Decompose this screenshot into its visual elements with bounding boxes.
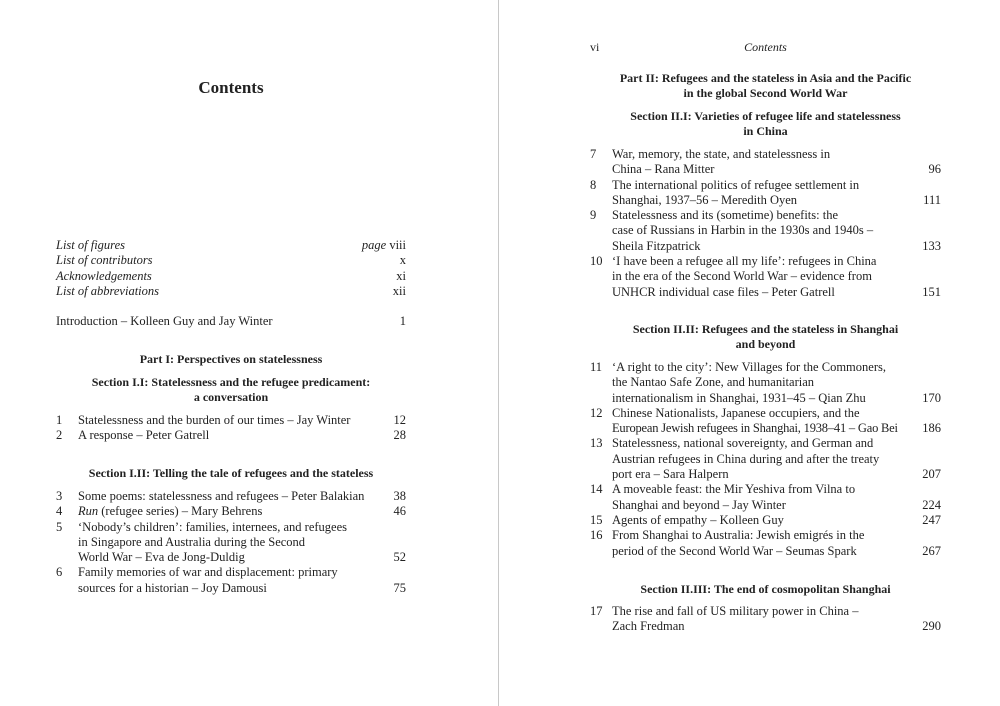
- front-matter-list: [56, 238, 406, 299]
- page-title: Contents: [198, 78, 264, 97]
- front-matter-item[interactable]: List of contributors x: [56, 253, 406, 268]
- page-number: vi: [590, 40, 600, 54]
- toc-entry[interactable]: 9 Statelessness and its (sometime) benefits: the case of Russians in Harbin in the 1930s and 1940s – Sheila Fitzpatrick 133: [590, 208, 941, 253]
- front-matter-item[interactable]: Acknowledgements xi: [56, 268, 406, 283]
- left-page: [56, 0, 406, 706]
- right-page: [590, 0, 941, 706]
- toc-entry[interactable]: 17 The rise and fall of US military power in China – Zach Fredman 290: [590, 604, 941, 634]
- toc-entry[interactable]: 14 A moveable feast: the Mir Yeshiva from Vilna to Shanghai and beyond – Jay Winter 224: [590, 482, 941, 512]
- toc-entry[interactable]: 8 The international politics of refugee settlement in Shanghai, 1937–56 – Meredith Oyen 111: [590, 177, 941, 207]
- toc-entry[interactable]: 5 ‘Nobody’s children’: families, internees, and refugees in Singapore and Australia during the Second World War – Eva de Jong-Duldig 52: [56, 519, 406, 565]
- toc-entry[interactable]: 13 Statelessness, national sovereignty, and German and Austrian refugees in China during and after the treaty port era – Sara Halpern 207: [590, 436, 941, 482]
- front-matter-item[interactable]: List of figures page viii: [56, 238, 406, 252]
- section-entries: [56, 489, 406, 596]
- section-entries: [56, 413, 406, 444]
- part-heading: Part I: Perspectives on statelessness: [139, 352, 323, 366]
- section-entries: [590, 604, 941, 635]
- section-heading: Section I.II: Telling the tale of refugees and the stateless: [88, 466, 374, 480]
- section-entries: [590, 360, 941, 559]
- toc-entry[interactable]: 3 Some poems: statelessness and refugees – Peter Balakian 38: [56, 489, 406, 503]
- toc-entry[interactable]: 2 A response – Peter Gatrell 28: [56, 428, 406, 443]
- section-heading: Section II.I: Varieties of refugee life and statelessness in China: [630, 109, 901, 139]
- toc-entry[interactable]: 11 ‘A right to the city’: New Villages for the Commoners, the Nantao Safe Zone, and humanitarian internationalism in Shanghai, 1931–45 – Qian Zhu 170: [590, 360, 941, 405]
- toc-entry[interactable]: 1 Statelessness and the burden of our times – Jay Winter 12: [56, 413, 406, 427]
- section-heading: Section I.I: Statelessness and the refugee predicament: a conversation: [91, 375, 371, 405]
- page-ref: page viii: [361, 238, 406, 252]
- toc-entry[interactable]: 16 From Shanghai to Australia: Jewish emigrés in the period of the Second World War – Seumas Spark 267: [590, 528, 941, 558]
- part-heading: Part II: Refugees and the stateless in Asia and the Pacific in the global Second World War: [619, 71, 912, 101]
- front-matter-item[interactable]: List of abbreviations xii: [56, 283, 406, 298]
- running-title: Contents: [744, 40, 787, 54]
- section-heading: Section II.III: The end of cosmopolitan Shanghai: [640, 582, 891, 596]
- toc-entry[interactable]: 7 War, memory, the state, and statelessness in China – Rana Mitter 96: [590, 147, 941, 177]
- page-gutter: [498, 0, 499, 706]
- toc-entry[interactable]: 12 Chinese Nationalists, Japanese occupiers, and the European Jewish refugees in Shanghai, 1938–41 – Gao Bei 186: [590, 405, 941, 436]
- toc-entry[interactable]: 6 Family memories of war and displacement: primary sources for a historian – Joy Damousi 75: [56, 565, 406, 595]
- toc-entry[interactable]: 15 Agents of empathy – Kolleen Guy 247: [590, 512, 941, 527]
- introduction-entry[interactable]: Introduction – Kolleen Guy and Jay Winter 1: [56, 314, 406, 328]
- section-heading: Section II.II: Refugees and the stateless in Shanghai and beyond: [632, 322, 899, 352]
- section-entries: [590, 147, 941, 300]
- toc-entry[interactable]: 10 ‘I have been a refugee all my life’: refugees in China in the era of the Second World War – evidence from UNHCR individual case files – Peter Gatrell 151: [590, 254, 941, 299]
- toc-entry[interactable]: 4 Run (refugee series) – Mary Behrens 46: [56, 504, 406, 519]
